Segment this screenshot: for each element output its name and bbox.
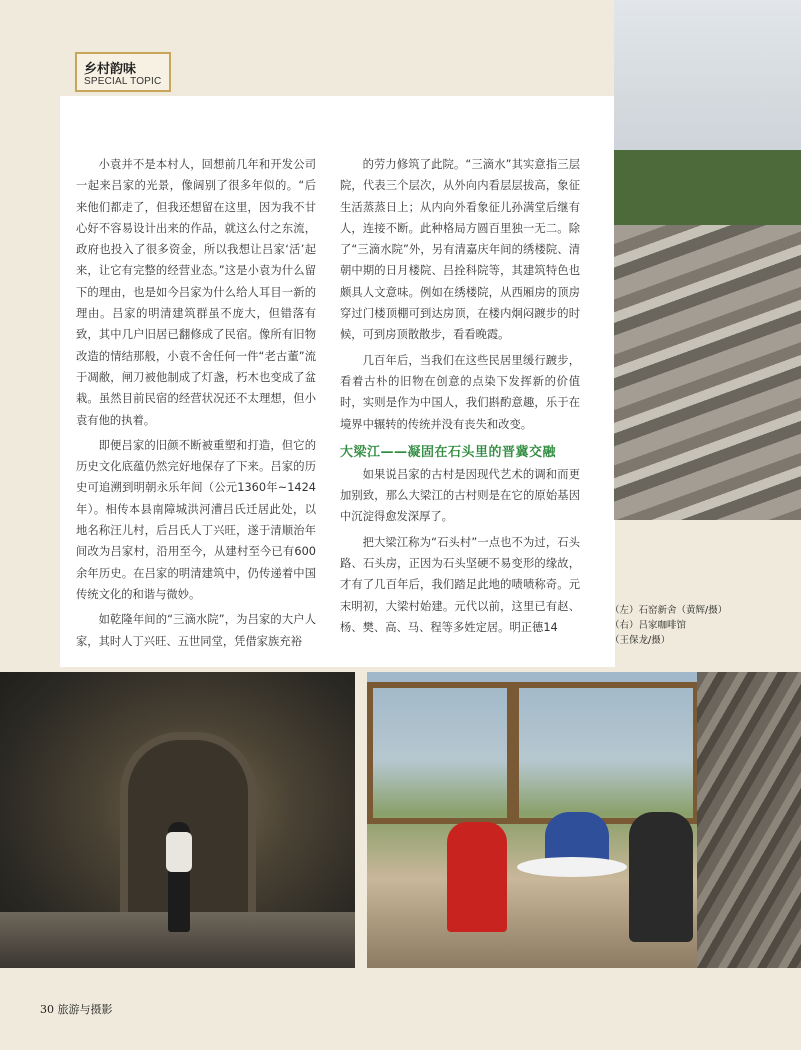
caption-line: （右）吕家咖啡馆 [610, 620, 687, 631]
section-badge [75, 52, 171, 92]
photo-stone-wall [697, 672, 801, 968]
photo-caption [610, 603, 760, 648]
article-column-left [76, 154, 316, 656]
photo-person [629, 812, 693, 942]
photo-cafe [367, 672, 801, 968]
photo-village-rooftops [614, 0, 801, 520]
paragraph: 几百年后，当我们在这些民居里缓行踱步，看着古朴的旧物在创意的点染下发挥新的价值时，实则是作为中国人，我们斟酌意趣，乐于在境界中辗转的传统并没有丧失和改变。 [340, 353, 580, 431]
photo-window-frame [367, 682, 699, 824]
photo-person-shirt [166, 832, 192, 872]
photo-stone-cave-interior [0, 672, 355, 968]
paragraph: 的劳力修筑了此院。“三滴水”其实意指三层院，代表三个层次，从外向内看层层拔高，象征生活蒸蒸日上；从内向外看象征儿孙满堂后继有人，连接不断。此种格局方圆百里独一无二。除了“三滴水院”外，另有清嘉庆年间的绣楼院、清朝中期的日月楼院、吕拴科院等，其建筑特色也颇具人文意味。例如在绣楼院，从西厢房的顶房穿过门楼顶棚可到达房顶，在楼内炯闷踱步的时候，可到房顶散散步，看看晚霞。 [340, 158, 580, 342]
photo-stone-houses [614, 225, 801, 520]
paragraph: 小袁并不是本村人，回想前几年和开发公司一起来吕家的光景，像阔别了很多年似的。“后来他们都走了，但我还想留在这里，因为我不甘心好不容易设计出来的作品，就这么付之东流，政府也投入了很多资金，所以我想让吕家‘活’起来，让它有完整的经营业态。”这是小袁为什么留下的理由，也是如今吕家为什么给人耳目一新的理由。吕家的明清建筑群虽不庞大，但错落有致，其中几户旧居已翻修成了民宿。像所有旧物改造的情结那般，小袁不舍任何一件“老古董”流于凋敝，闸刀被他制成了灯盏，朽木也变成了盆栽。虽然目前民宿的经营状况还不太理想，但小袁有他的执着。 [76, 158, 316, 427]
photo-person [447, 822, 507, 932]
photo-sky [614, 0, 801, 155]
section-subheading: 大梁江——凝固在石头里的晋冀交融 [340, 444, 557, 460]
section-badge-subtitle: SPECIAL TOPIC [84, 76, 162, 87]
article-panel [60, 96, 615, 667]
paragraph: 即便吕家的旧颜不断被重塑和打造，但它的历史文化底蕴仍然完好地保存了下来。吕家的历史可追溯到明朝永乐年间（公元1360年~1424年）。相传本县南障城洪河漕吕氏迁居此处，以地名称汪儿村，后吕氏人丁兴旺，遂于清顺治年间改为吕家村，沿用至今，从建村至今已有600余年历史。在吕家的明清建筑中，仍传递着中国传统文化的和谐与微妙。 [76, 438, 316, 601]
photo-hillside [614, 150, 801, 230]
article-column-right [340, 154, 580, 642]
caption-line: （王保龙/摄） [610, 635, 671, 646]
paragraph: 如乾隆年间的“三滴水院”，为吕家的大户人家，其时人丁兴旺、五世同堂，凭借家族充裕 [76, 613, 316, 648]
caption-line: （左）石窑新舍（黄辉/摄） [610, 605, 728, 616]
photo-window-frame [507, 682, 519, 824]
paragraph: 把大梁江称为“石头村”一点也不为过，石头路、石头房，正因为石头坚硬不易变形的缘故，才有了几百年后，我们踏足此地的啧啧称奇。元末明初，大梁村始建。元代以前，这里已有赵、杨、樊、高、马、程等多姓定居。明正德14 [340, 535, 580, 634]
paragraph: 如果说吕家的古村是因现代艺术的调和而更加别致，那么大梁江的古村则是在它的原始基因中沉淀得愈发深厚了。 [340, 467, 580, 524]
section-badge-title: 乡村韵味 [84, 62, 137, 77]
photo-table [517, 857, 627, 877]
page-folio: 30 旅游与摄影 [40, 1003, 113, 1016]
